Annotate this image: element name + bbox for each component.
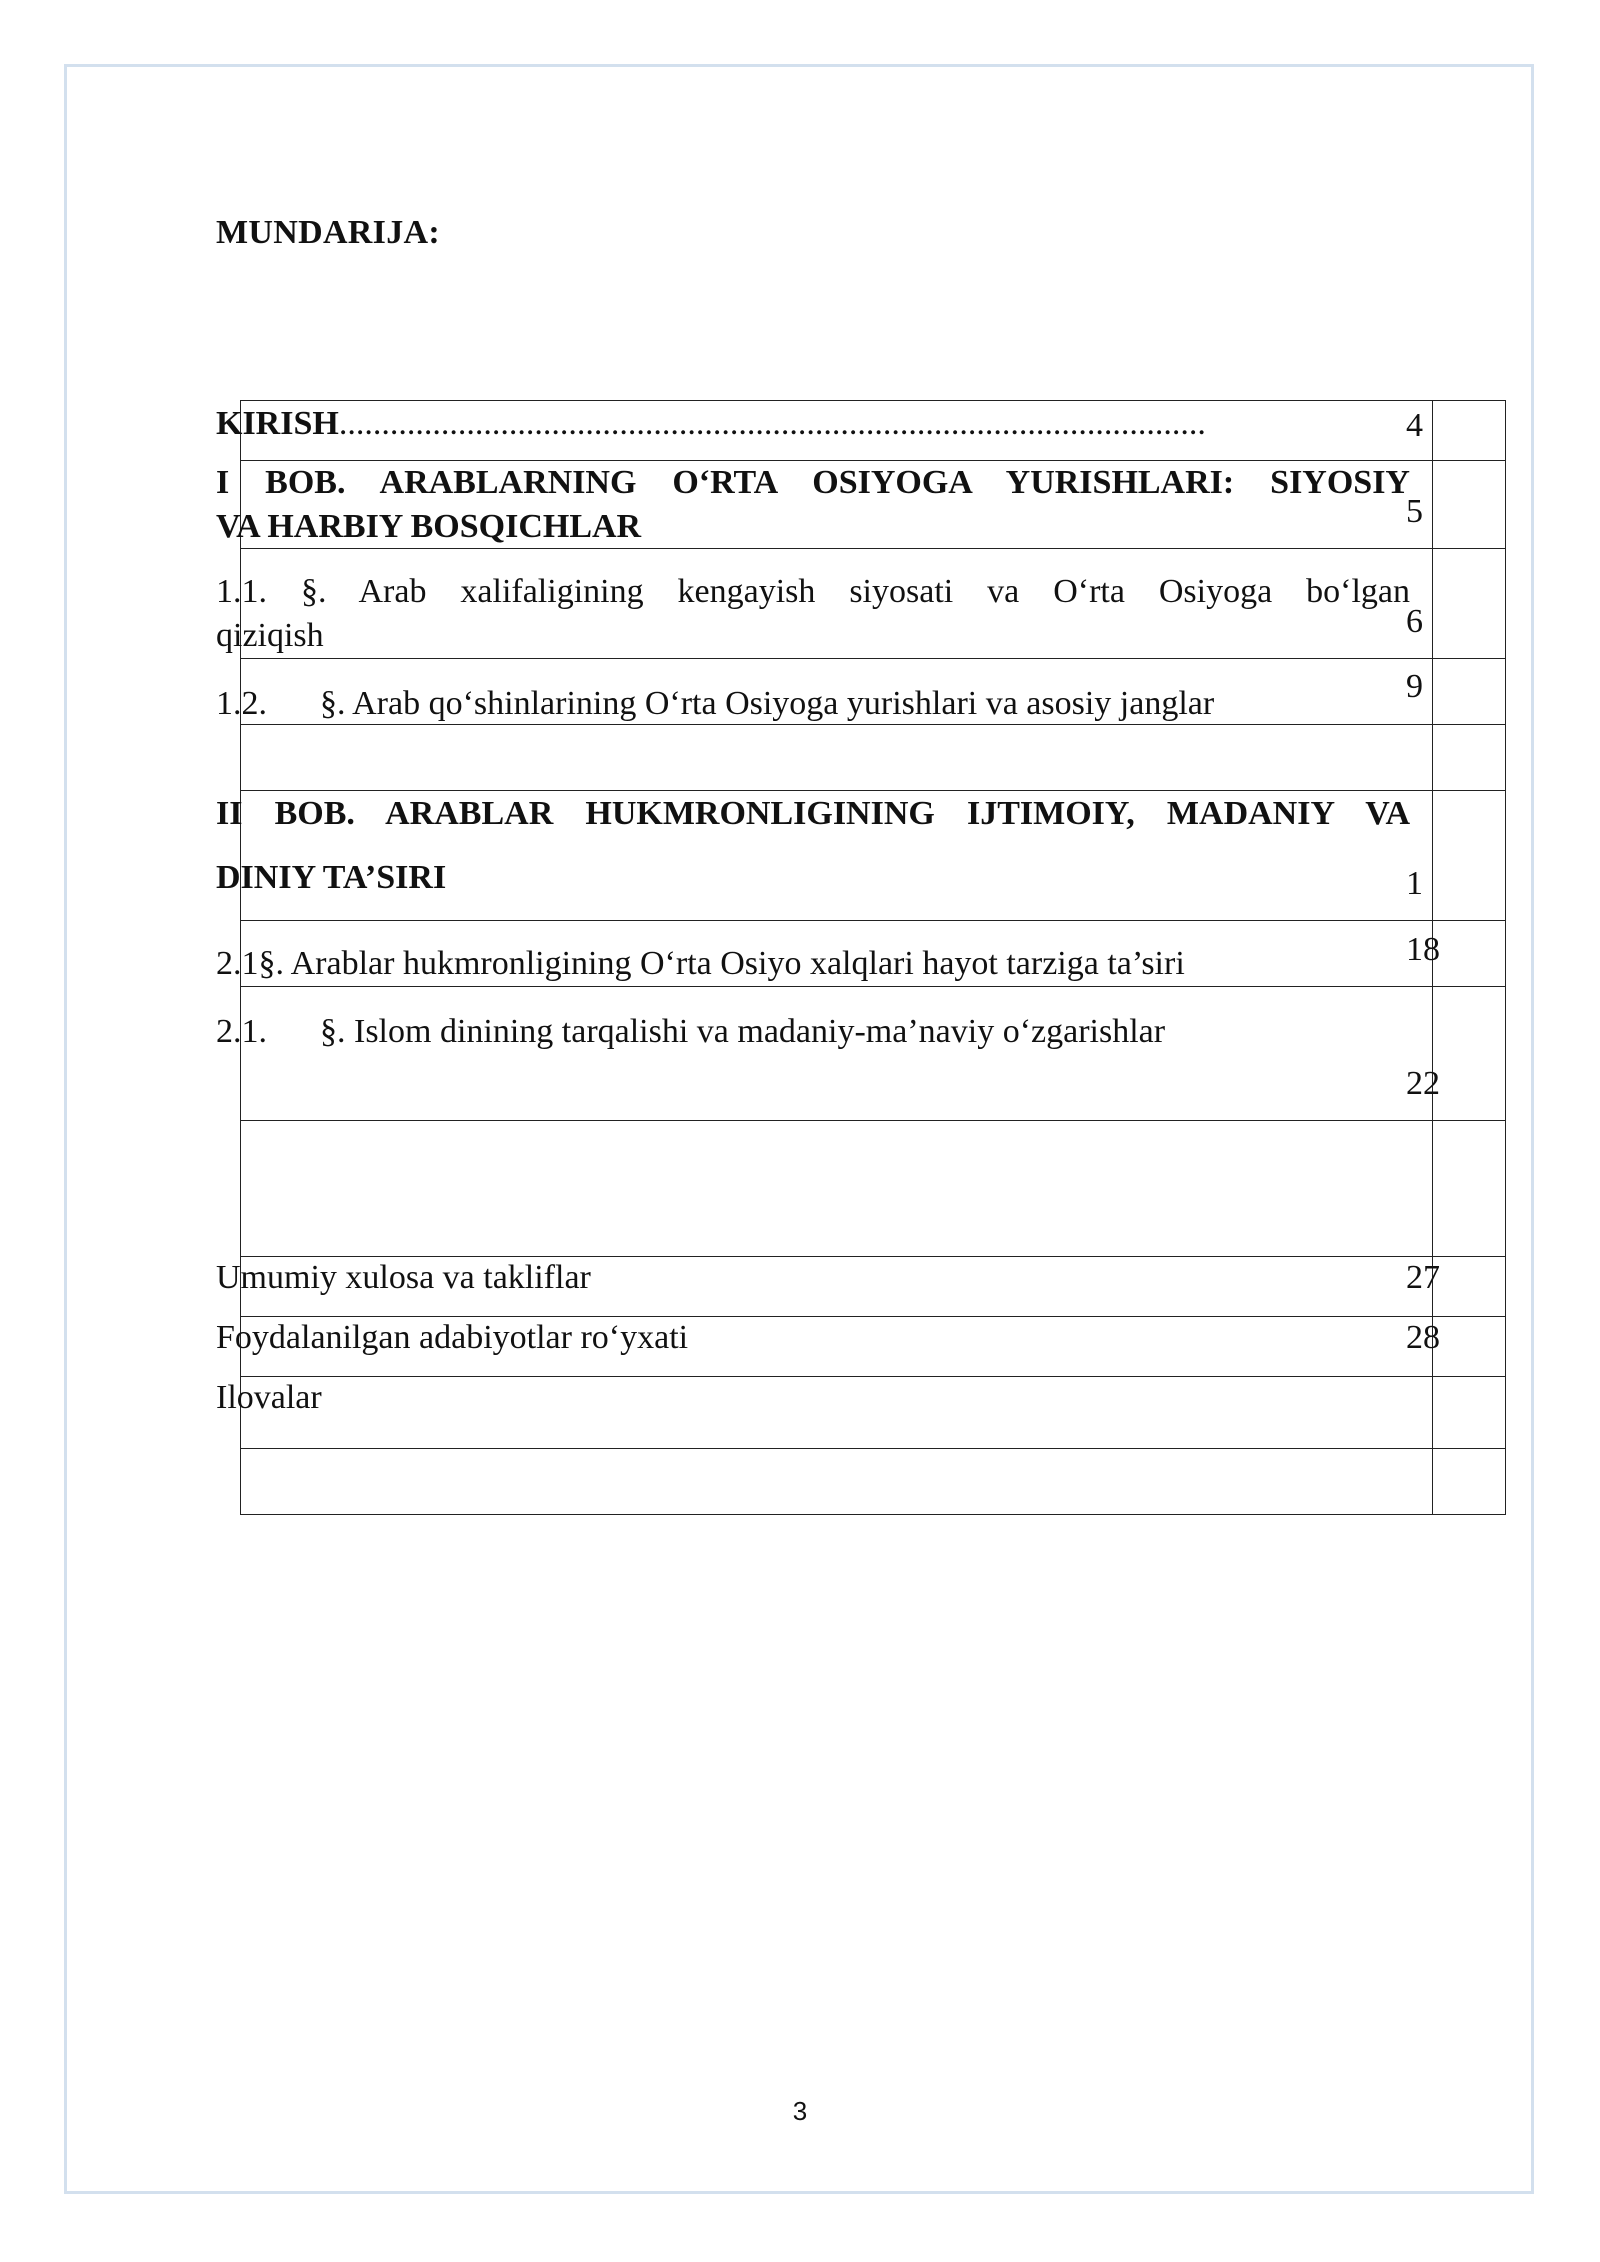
toc-entry-appendices[interactable]: Ilovalar — [216, 1379, 322, 1416]
toc-page-number: 1 — [1406, 865, 1423, 902]
toc-page-number: 28 — [1406, 1319, 1440, 1356]
toc-entry-label: §. Arab qo‘shinlarining O‘rta Osiyoga yurishlari va asosiy janglar — [320, 685, 1215, 722]
toc-entry-kirish[interactable] — [216, 402, 1316, 446]
toc-page-number: 27 — [1406, 1259, 1440, 1296]
toc-entry-section-2-2[interactable] — [216, 1010, 1410, 1054]
toc-grid-row — [241, 725, 1506, 791]
toc-entry-label: §. Islom dinining tarqalishi va madaniy-ma’naviy o‘zgarishlar — [320, 1013, 1166, 1050]
toc-page-number: 18 — [1406, 931, 1440, 968]
toc-entry-label: KIRISH — [216, 405, 339, 442]
toc-grid-row — [241, 1121, 1506, 1257]
toc-page-number: 22 — [1406, 1065, 1440, 1102]
toc-entry-number: 1.2. — [216, 685, 267, 722]
toc-leader-dots: ...................................................................................................... — [338, 405, 1206, 442]
toc-entry-section-1-1-line2: qiziqish — [216, 617, 324, 654]
toc-entry-section-1-1-line1[interactable]: 1.1. §. Arab xalifaligining kengayish siyosati va O‘rta Osiyoga bo‘lgan — [216, 573, 1410, 610]
toc-entry-conclusion[interactable]: Umumiy xulosa va takliflar — [216, 1259, 591, 1296]
toc-entry-chapter-2-line2: DINIY TA’SIRI — [216, 859, 447, 896]
toc-page-number: 6 — [1406, 603, 1423, 640]
page-number: 3 — [792, 2096, 808, 2126]
toc-entry-chapter-1-line1[interactable]: I BOB. ARABLARNING O‘RTA OSIYOGA YURISHLARI: SIYOSIY — [216, 464, 1410, 501]
toc-entry-chapter-2-line1[interactable]: II BOB. ARABLAR HUKMRONLIGINING IJTIMOIY, MADANIY VA — [216, 795, 1410, 832]
toc-entry-chapter-1-line2: VA HARBIY BOSQICHLAR — [216, 508, 642, 545]
toc-entry-bibliography[interactable]: Foydalanilgan adabiyotlar ro‘yxati — [216, 1319, 689, 1356]
toc-grid-row — [241, 1449, 1506, 1515]
toc-page-number: 4 — [1406, 407, 1423, 444]
toc-entry-number: 2.1. — [216, 1013, 267, 1050]
toc-entry-section-2-1[interactable]: 2.1§. Arablar hukmronligining O‘rta Osiyo xalqlari hayot tarziga ta’siri — [216, 945, 1185, 982]
toc-page-number: 9 — [1406, 668, 1423, 705]
document-title: MUNDARIJA: — [216, 214, 440, 251]
toc-entry-section-1-2[interactable] — [216, 682, 1410, 726]
toc-page-number: 5 — [1406, 493, 1423, 530]
